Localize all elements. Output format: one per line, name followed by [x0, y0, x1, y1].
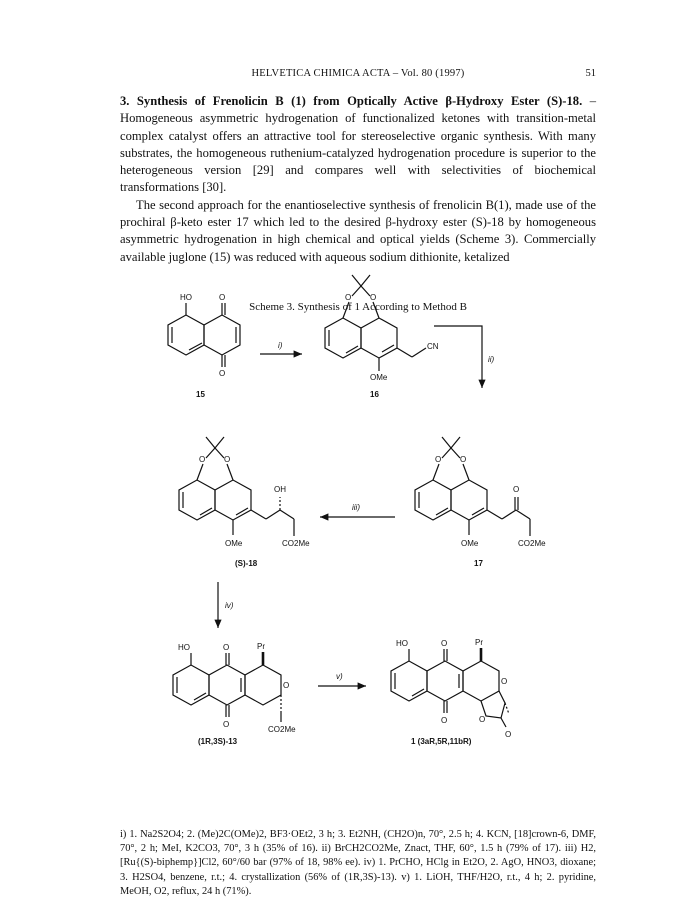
step-iii-label: iii) [352, 503, 360, 512]
compound-17-ome-label: OMe [461, 539, 479, 548]
scheme-title: Scheme 3. Synthesis of 1 According to Method B [249, 301, 467, 313]
compound-17-o-right-label: O [460, 455, 467, 464]
compound-1-o-bottom-label: O [441, 716, 448, 725]
compound-1-label: 1 (3aR,5R,11bR) [411, 737, 472, 746]
compound-16-structure [325, 275, 426, 371]
compound-1-o-top-label: O [441, 639, 448, 648]
paragraph-1-text: Homogeneous asymmetric hydrogenation of functionalized ketones with transition-metal complex catalyst offers an attractive tool for stereoselective organic synthesis. With many substrates, the homogeneous ruthenium-catalyzed hydrogenation procedure is superior to the heterogeneous version [29] and compares well with selectivities of biochemical transformations [30]. [120, 111, 596, 195]
compound-13-o-top-label: O [223, 643, 230, 652]
compound-13-label: (1R,3S)-13 [198, 737, 238, 746]
compound-18-co2me-label: CO2Me [282, 539, 310, 548]
scheme-caption: i) 1. Na2S2O4; 2. (Me)2C(OMe)2, BF3·OEt2, 3 h; 3. Et2NH, (CH2O)n, 70°, 2.5 h; 4. KCN, [18]crown-6, DMF, 70°, 2 h; MeI, K2CO3, 70°, 3 h (35% of 16). ii) BrCH2CO2Me, Znact, THF, 60°, 1.5 h (79% of 17). iii) H2, [Ru{(S)-biphemp}]Cl2, 60°/60 bar (97% of 18, 98% ee). iv) 1. PrCHO, HClg in Et2O, 2. AgO, HNO3, dioxane; 3. H2SO4, benzene, r.t.; 4. crystallization (56% of (1R,3S)-13). v) 1. LiOH, THF/H2O, r.t., 4 h; 2. pyridine, MeOH, O2, reflux, 24 h (71%). [120, 829, 596, 897]
step-v-label: v) [336, 672, 343, 681]
compound-16-cn-label: CN [427, 342, 439, 351]
compound-1-o-ring-label: O [501, 677, 508, 686]
running-title: HELVETICA CHIMICA ACTA – Vol. 80 (1997) [251, 68, 465, 79]
compound-16-ome-label: OMe [370, 373, 388, 382]
compound-17-label: 17 [474, 559, 483, 568]
section-heading: 3. Synthesis of Frenolicin B (1) from Optically Active β-Hydroxy Ester (S)-18. [120, 94, 583, 108]
compound-13-structure [173, 652, 281, 722]
compound-1-o-lactone-label: O [479, 715, 486, 724]
compound-15-o-bottom-label: O [219, 369, 226, 378]
compound-13-o-ring-label: O [283, 681, 290, 690]
compound-18-o-right-label: O [224, 455, 231, 464]
step-iv-label: iv) [225, 601, 234, 610]
compound-18-label: (S)-18 [235, 559, 258, 568]
page-number: 51 [585, 68, 596, 79]
compound-17-o-keto-label: O [513, 485, 520, 494]
compound-1-pr-label: Pr [475, 638, 483, 647]
compound-13-pr-label: Pr [257, 642, 265, 651]
section-paragraph-2: The second approach for the enantioselective synthesis of frenolicin B(1), made use of the prochiral β-keto ester 17 which led to the desired β-hydroxy ester (S)-18 by homogeneous asymmetric hydrogenation in high chemical and optical yields (Scheme 3). Commercially available juglone (15) was reduced with aqueous sodium dithionite, ketalized [120, 197, 596, 264]
compound-15-o-top-label: O [219, 293, 226, 302]
section-paragraph-1: 3. Synthesis of Frenolicin B (1) from Optically Active β-Hydroxy Ester (S)-18. – Homogeneous asymmetric hydrogenation of functionalized ketones with transition-metal complex catalyst offers an attractive tool for stereoselective organic synthesis. With many substrates, the homogeneous ruthenium-catalyzed hydrogenation procedure is superior to the heterogeneous version [29] and compares well with selectivities of biochemical transformations [30]. [120, 94, 596, 195]
compound-13-o-bottom-label: O [223, 720, 230, 729]
compound-16-o-left-label: O [345, 293, 352, 302]
compound-13-ho-label: HO [178, 643, 190, 652]
compound-13-co2me-label: CO2Me [268, 725, 296, 734]
compound-17-o-left-label: O [435, 455, 442, 464]
compound-1-structure [391, 648, 509, 727]
compound-18-oh-label: OH [274, 485, 286, 494]
compound-18-ome-label: OMe [225, 539, 243, 548]
compound-1-ho-label: HO [396, 639, 408, 648]
compound-1-o-carbonyl-label: O [505, 730, 512, 739]
step-i-label: i) [278, 341, 283, 350]
compound-18-o-left-label: O [199, 455, 206, 464]
compound-16-o-right-label: O [370, 293, 377, 302]
compound-15-ho-label: HO [180, 293, 192, 302]
step-ii-label: ii) [488, 355, 495, 364]
compound-15-label: 15 [196, 390, 205, 399]
compound-15-structure [168, 303, 240, 367]
arrow-step-ii [434, 326, 482, 388]
compound-17-co2me-label: CO2Me [518, 539, 546, 548]
compound-16-label: 16 [370, 390, 379, 399]
